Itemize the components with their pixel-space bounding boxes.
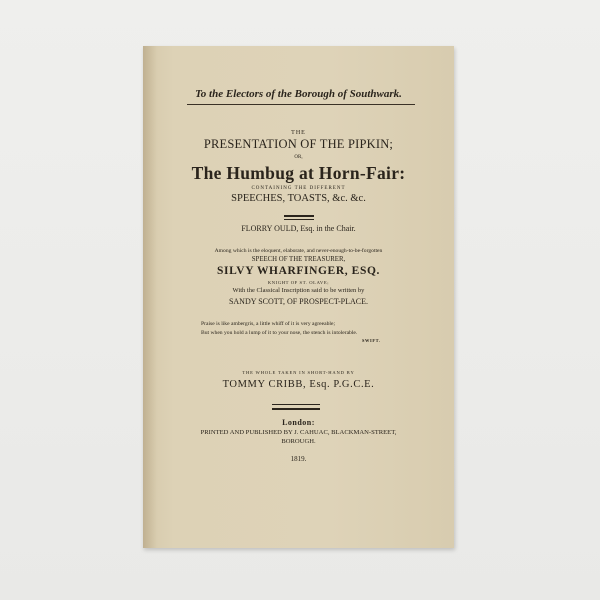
title-or: OR, bbox=[294, 155, 303, 160]
thick-rule bbox=[284, 215, 314, 217]
imprint-city: London: bbox=[282, 418, 315, 427]
knight-line: KNIGHT OF ST. OLAVE; bbox=[267, 280, 330, 285]
containing-line: CONTAINING THE DIFFERENT bbox=[251, 186, 346, 191]
epigraph-line-2: But when you hold a lump of it to your nose, the stench is intolerable. bbox=[201, 330, 358, 336]
among-line: Among which is the eloquent, elaborate, and never-enough-to-be-forgotten bbox=[214, 248, 383, 254]
shorthand-line: THE WHOLE TAKEN IN SHORT-HAND BY bbox=[242, 370, 355, 375]
reporter-name: TOMMY CRIBB, Esq. P.G.C.E. bbox=[222, 379, 375, 390]
pamphlet-page bbox=[143, 46, 454, 548]
speeches-line: SPEECHES, TOASTS, &c. &c. bbox=[231, 193, 366, 204]
chair-line: FLORRY OULD, Esq. in the Chair. bbox=[241, 224, 356, 233]
header-rule bbox=[187, 104, 415, 105]
imprint-rule-thin bbox=[272, 404, 320, 405]
dedication-line: To the Electors of the Borough of Southwark. bbox=[195, 88, 402, 100]
imprint-rule-thick bbox=[272, 408, 320, 410]
epigraph-line-1: Praise is like ambergris, a little whiff of it is very agreeable; bbox=[201, 321, 336, 327]
epigraph bbox=[201, 320, 411, 338]
thin-rule bbox=[284, 219, 314, 220]
title-article: THE bbox=[291, 130, 306, 136]
author-line: SANDY SCOTT, OF PROSPECT-PLACE. bbox=[228, 297, 369, 306]
imprint-publisher: PRINTED AND PUBLISHED BY J. CAHUAC, BLACKMAN-STREET, bbox=[200, 429, 397, 436]
treasurer-name: SILVY WHARFINGER, ESQ. bbox=[217, 265, 380, 277]
treasurer-speech-line: SPEECH OF THE TREASURER, bbox=[251, 256, 346, 263]
alternate-title: The Humbug at Horn-Fair: bbox=[191, 163, 406, 183]
imprint-borough: BOROUGH. bbox=[281, 438, 316, 445]
main-title: PRESENTATION OF THE PIPKIN; bbox=[203, 137, 394, 151]
inscription-line: With the Classical Inscription said to be written by bbox=[232, 287, 365, 294]
epigraph-attribution: SWIFT. bbox=[362, 338, 381, 343]
imprint-year: 1819. bbox=[290, 455, 307, 463]
